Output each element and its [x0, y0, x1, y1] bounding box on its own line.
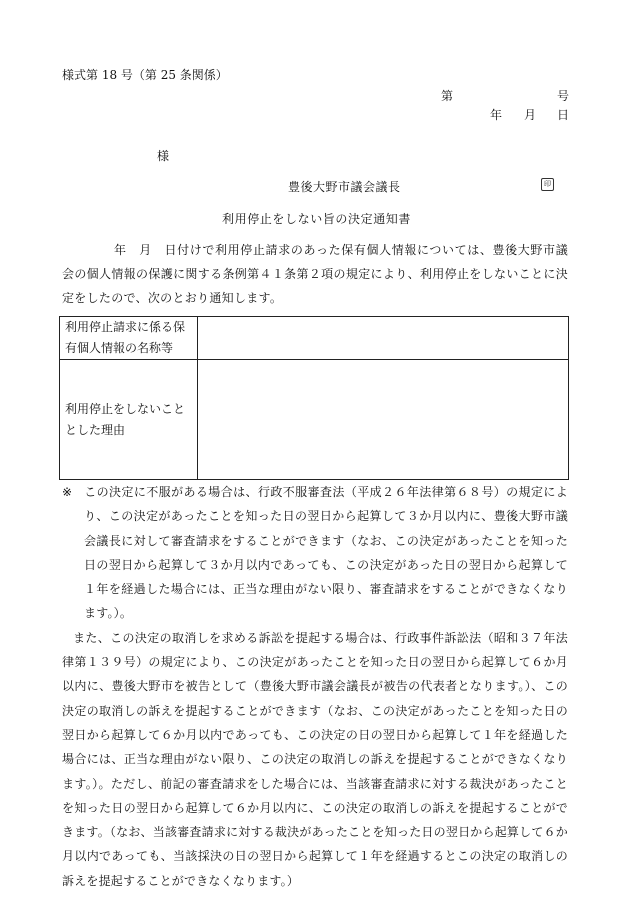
- document-title: 利用停止をしない旨の決定通知書: [222, 212, 412, 226]
- table-row-label: 利用停止をしないこととした理由: [60, 360, 198, 480]
- seal-mark: 印: [541, 178, 554, 191]
- sender-name: 豊後大野市議会議長: [288, 180, 401, 194]
- document-number-suffix: 号: [556, 89, 569, 103]
- form-reference: 様式第 18 号（第 25 条関係）: [62, 68, 228, 82]
- table-row: [60, 360, 569, 480]
- table-row-value: [198, 360, 569, 480]
- date-year-label: 年: [490, 108, 503, 122]
- table-row-label: 利用停止請求に係る保有個人情報の名称等: [60, 317, 198, 360]
- recipient-honorific: 様: [157, 149, 170, 163]
- note-paragraph: [62, 480, 568, 626]
- table-row: [60, 317, 569, 360]
- note-paragraph: また、この決定の取消しを求める訴訟を提起する場合は、行政事件訴訟法（昭和３７年法律第１３９号）の規定により、この決定があったことを知った日の翌日から起算して６か月以内に、豊後大野市を被告として（豊後大野市議会議長が被告の代表者となります。）、この決定の取消しの訴えを提起することができます（なお、この決定があったことを知った日の翌日から起算して６か月以内であっても、この決定の日の翌日から起算して１年を経過した場合には、正当な理由がない限り、この決定の取消しの訴えを提起することができなくなります。）。ただし、前記の審査請求をした場合には、当該審査請求に対する裁決があったことを知った日の翌日から起算して６か月以内に、この決定の取消しの訴えを提起することができます。（なお、当該審査請求に対する裁決があったことを知った日の翌日から起算して６か月以内であっても、当該採決の日の翌日から起算して１年を経過するとこの決定の取消しの訴えを提起することができなくなります。）: [62, 630, 568, 888]
- info-table: [59, 316, 569, 480]
- body-paragraph: 年 月 日付けで利用停止請求のあった保有個人情報については、豊後大野市議会の個人情報の保護に関する条例第４１条第２項の規定により、利用停止をしないことに決定をしたので、次のとおり通知します。: [62, 243, 568, 305]
- date-month-label: 月: [524, 108, 537, 122]
- table-row-value: [198, 317, 569, 360]
- notes-section: [62, 480, 568, 893]
- note-text: この決定に不服がある場合は、行政不服審査法（平成２６年法律第６８号）の規定により、この決定があったことを知った日の翌日から起算して３か月以内に、豊後大野市議会議長に対して審査請求をすることができます（なお、この決定があったことを知った日の翌日から起算して３か月以内であっても、この決定があった日の翌日から起算して１年を経過した場合には、正当な理由がない限り、審査請求をすることができなくなります。）。: [84, 485, 568, 621]
- note-mark: ※: [62, 485, 73, 499]
- document-number-prefix: 第: [441, 89, 454, 103]
- date-day-label: 日: [557, 108, 570, 122]
